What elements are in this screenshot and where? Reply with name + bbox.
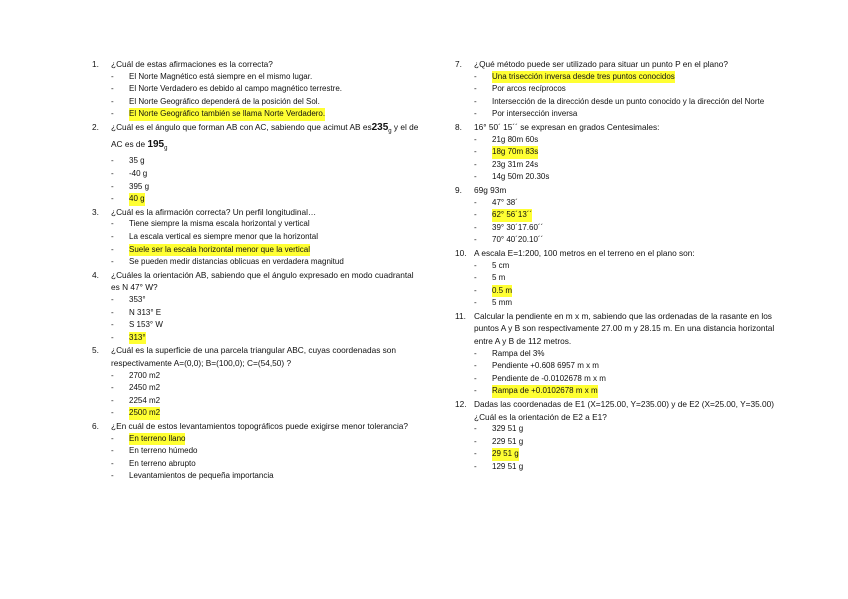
answer-text: 47° 38´ (492, 197, 518, 207)
bullet-dash: - (111, 332, 114, 342)
answer-option (92, 332, 422, 345)
question-number: 8. (455, 121, 462, 132)
question (455, 184, 795, 197)
bullet-dash: - (474, 298, 477, 308)
bullet-dash: - (111, 219, 114, 229)
acimut-ab-unit: g (388, 128, 392, 135)
question (92, 344, 422, 369)
bullet-dash: - (474, 285, 477, 295)
answer-text: 129 51 g (492, 462, 524, 471)
question-number: 11. (455, 310, 466, 321)
question (455, 121, 795, 134)
answer-text: 2700 m2 (129, 370, 161, 380)
answer-text: El Norte Magnético está siempre en el mismo lugar. (129, 71, 313, 81)
bullet-dash: - (474, 159, 477, 169)
bullet-dash: - (111, 395, 114, 405)
answer-text: 229 51 g (492, 436, 524, 446)
bullet-dash: - (111, 194, 114, 204)
question (92, 206, 422, 219)
bullet-dash: - (474, 147, 477, 157)
answer-text: S 153° W (129, 320, 163, 330)
answer-text: Tiene siempre la misma escala horizontal y vertical (129, 219, 310, 229)
question-text-main: 69g 93m (474, 184, 507, 195)
correct-answer: 0.5 m (492, 285, 512, 298)
answer-option (92, 307, 422, 320)
correct-answer: 40 g (129, 193, 145, 206)
bullet-dash: - (474, 273, 477, 283)
answer-text: 5 cm (492, 260, 510, 270)
correct-answer: 18g 70m 83s (492, 146, 538, 159)
answer-text: 23g 31m 24s (492, 159, 539, 169)
bullet-dash: - (474, 210, 477, 220)
correct-answer: 29 51 g (492, 448, 519, 461)
answer-text: 353° (129, 295, 146, 304)
answer-option (92, 96, 422, 109)
question-text-main: Calcular la pendiente en m x m, sabiendo que las ordenadas de la rasante en los puntos A y B son respectivamente 27.00 m y 28.15 m. En una distancia horizontal entre A y B de 112 metros. (474, 310, 775, 347)
question-number: 4. (92, 269, 99, 280)
question-text-main: ¿Cuál es la superficie de una parcela triangular ABC, cuyas coordenadas son respectivamente A=(0,0); B=(100,0); C=(54,50) ? (111, 345, 397, 368)
question-block (455, 184, 795, 247)
answer-text: Intersección de la dirección desde un punto conocido y la dirección del Norte (492, 96, 765, 106)
question-text (111, 58, 422, 71)
bullet-dash: - (111, 383, 114, 393)
question-text-mid: y el de AC es de (111, 121, 419, 150)
bullet-dash: - (474, 462, 477, 471)
answer-text: Pendiente +0.608 6957 m x m (492, 361, 599, 371)
question-block (455, 58, 795, 121)
answer-option (455, 436, 795, 449)
bullet-dash: - (111, 156, 114, 166)
bullet-dash: - (474, 134, 477, 144)
question-text-main: ¿En cuál de estos levantamientos topográficos puede exigirse menor tolerancia? (111, 420, 409, 431)
bullet-dash: - (474, 71, 477, 81)
answer-option (455, 83, 795, 96)
answer-option (455, 461, 795, 474)
bullet-dash: - (111, 320, 114, 330)
answer-option (455, 71, 795, 84)
question-number: 12. (455, 399, 467, 410)
right-column (455, 58, 795, 474)
bullet-dash: - (474, 424, 477, 434)
answer-option (455, 134, 795, 147)
question-text (111, 420, 422, 433)
answer-text: Se pueden medir distancias oblicuas en verdadera magnitud (129, 257, 344, 267)
question-number: 5. (92, 345, 99, 356)
answer-option (455, 373, 795, 386)
question-text-main: A escala E=1:200, 100 metros en el terreno en el plano son: (474, 247, 695, 258)
bullet-dash: - (474, 222, 477, 232)
question-number: 9. (455, 184, 462, 195)
question-text (474, 184, 795, 197)
bullet-dash: - (111, 408, 114, 418)
correct-answer: 2500 m2 (129, 407, 160, 420)
bullet-dash: - (111, 232, 114, 242)
answer-text: 39° 30´17.60´´ (492, 222, 544, 232)
question (92, 58, 422, 71)
answer-text: N 313° E (129, 307, 162, 317)
answer-option (92, 319, 422, 332)
answer-option (455, 159, 795, 172)
answer-option (92, 395, 422, 408)
question (455, 310, 795, 348)
correct-answer: En terreno llano (129, 433, 185, 446)
answer-option (92, 218, 422, 231)
correct-answer: 62° 56´13´´ (492, 209, 532, 222)
answer-text: -40 g (129, 169, 148, 179)
question-text (111, 269, 422, 294)
question-text (474, 310, 795, 348)
bullet-dash: - (111, 257, 114, 267)
bullet-dash: - (474, 436, 477, 446)
answer-option (455, 272, 795, 285)
answer-option (92, 445, 422, 458)
answer-option (92, 458, 422, 471)
question (455, 398, 795, 423)
question-text (474, 398, 795, 423)
answer-option (92, 181, 422, 194)
answer-text: 70° 40´20.10´´ (492, 235, 544, 245)
answer-option (455, 96, 795, 109)
bullet-dash: - (111, 71, 114, 81)
answer-text: El Norte Geográfico dependerá de la posición del Sol. (129, 96, 320, 106)
answer-option (92, 382, 422, 395)
answer-option (455, 423, 795, 436)
answer-text: 2450 m2 (129, 383, 161, 393)
question-number: 6. (92, 420, 99, 431)
question-block (92, 420, 422, 483)
bullet-dash: - (111, 295, 114, 304)
answer-text: La escala vertical es siempre menor que la horizontal (129, 232, 318, 242)
answer-option (92, 193, 422, 206)
question-block (92, 344, 422, 420)
bullet-dash: - (111, 370, 114, 380)
answer-option (92, 155, 422, 168)
question-block (92, 206, 422, 269)
bullet-dash: - (111, 307, 114, 317)
question-block (455, 398, 795, 474)
bullet-dash: - (474, 84, 477, 94)
answer-text: Rampa del 3% (492, 348, 545, 358)
answer-option (92, 294, 422, 307)
question-number: 3. (92, 206, 99, 217)
question-number: 10. (455, 247, 467, 258)
answer-text: 5 mm (492, 298, 512, 308)
answer-option (92, 407, 422, 420)
correct-answer: 313° (129, 332, 146, 345)
bullet-dash: - (111, 458, 114, 468)
question-number: 2. (92, 121, 99, 132)
question-number: 7. (455, 59, 462, 69)
answer-option (92, 71, 422, 84)
correct-answer: Rampa de +0.0102678 m x m (492, 385, 598, 398)
question-block (455, 247, 795, 310)
answer-option (455, 385, 795, 398)
question-text-main: ¿Cuál de estas afirmaciones es la correcta? (111, 59, 273, 69)
answer-option (455, 146, 795, 159)
answer-option (92, 168, 422, 181)
question-text (111, 344, 422, 369)
answer-option (455, 197, 795, 210)
correct-answer: Suele ser la escala horizontal menor que la vertical (129, 244, 310, 257)
answer-option (455, 297, 795, 310)
answer-option (92, 108, 422, 121)
question (92, 121, 422, 156)
answer-text: Por intersección inversa (492, 109, 578, 119)
question (92, 420, 422, 433)
answer-option (455, 108, 795, 121)
answer-option (455, 209, 795, 222)
bullet-dash: - (474, 96, 477, 106)
answer-option (455, 222, 795, 235)
question-text-main: ¿Cuáles la orientación AB, sabiendo que el ángulo expresado en modo cuadrantal es N 47° W? (111, 269, 414, 293)
correct-answer: Una trisección inversa desde tres puntos conocidos (492, 71, 675, 84)
bullet-dash: - (474, 235, 477, 245)
correct-answer: El Norte Geográfico también se llama Norte Verdadero. (129, 108, 325, 121)
bullet-dash: - (474, 361, 477, 371)
bullet-dash: - (474, 373, 477, 383)
question (455, 247, 795, 260)
answer-text: 2254 m2 (129, 395, 161, 405)
bullet-dash: - (111, 244, 114, 254)
bullet-dash: - (111, 446, 114, 456)
bullet-dash: - (474, 348, 477, 358)
question (455, 58, 795, 71)
answer-text: En terreno abrupto (129, 458, 196, 468)
question-block (92, 58, 422, 121)
answer-option (455, 171, 795, 184)
acimut-ac-value: 195 (147, 139, 165, 151)
answer-option (455, 285, 795, 298)
answer-option (92, 433, 422, 446)
acimut-ab-value: 235 (371, 121, 389, 133)
question-text (474, 121, 795, 134)
question-block (92, 269, 422, 345)
question-text-main: ¿Cuál es el ángulo que forman AB con AC, sabiendo que acimut AB es (111, 121, 372, 132)
question-text (474, 247, 795, 260)
question-block (92, 121, 422, 206)
question-number: 1. (92, 59, 99, 69)
answer-option (92, 231, 422, 244)
question-text-main: 16° 50´ 15´´ se expresan en grados Centesimales: (474, 121, 660, 132)
bullet-dash: - (474, 260, 477, 270)
question-text (111, 121, 422, 156)
answer-text: 5 m (492, 273, 506, 283)
bullet-dash: - (111, 169, 114, 179)
question-text (474, 58, 795, 71)
question-text-main: Dadas las coordenadas de E1 (X=125.00, Y=235.00) y de E2 (X=25.00, Y=35.00) ¿Cuál es la orientación de E2 a E1? (474, 399, 774, 422)
answer-option (92, 256, 422, 269)
question-text-main: ¿Qué método puede ser utilizado para situar un punto P en el plano? (474, 59, 728, 69)
answer-option (92, 244, 422, 257)
bullet-dash: - (111, 181, 114, 191)
question-text-main: ¿Cuál es la afirmación correcta? Un perfil longitudinal… (111, 206, 317, 217)
answer-option (455, 234, 795, 247)
bullet-dash: - (111, 96, 114, 106)
answer-text: 21g 80m 60s (492, 134, 539, 144)
answer-option (92, 470, 422, 483)
bullet-dash: - (474, 172, 477, 182)
answer-text: 329 51 g (492, 424, 524, 434)
bullet-dash: - (111, 471, 114, 481)
question-block (455, 310, 795, 398)
bullet-dash: - (111, 84, 114, 94)
answer-option (455, 448, 795, 461)
question (92, 269, 422, 294)
question-block (455, 121, 795, 184)
answer-option (92, 370, 422, 383)
bullet-dash: - (474, 109, 477, 119)
bullet-dash: - (474, 386, 477, 396)
bullet-dash: - (474, 197, 477, 207)
answer-text: 14g 50m 20.30s (492, 172, 550, 182)
answer-option (92, 83, 422, 96)
answer-text: 35 g (129, 156, 145, 166)
answer-text: El Norte Verdadero es debido al campo magnético terrestre. (129, 84, 343, 94)
answer-text: Levantamientos de pequeña importancia (129, 471, 274, 481)
answer-option (455, 348, 795, 361)
answer-option (455, 260, 795, 273)
acimut-ac-unit: g (164, 145, 168, 152)
left-column (92, 58, 422, 483)
answer-text: Pendiente de -0.0102678 m x m (492, 373, 606, 383)
answer-option (455, 360, 795, 373)
answer-text: Por arcos recíprocos (492, 84, 566, 94)
answer-text: 395 g (129, 181, 150, 191)
answer-text: En terreno húmedo (129, 446, 198, 456)
bullet-dash: - (111, 109, 114, 119)
bullet-dash: - (111, 433, 114, 443)
question-text (111, 206, 422, 219)
bullet-dash: - (474, 449, 477, 459)
